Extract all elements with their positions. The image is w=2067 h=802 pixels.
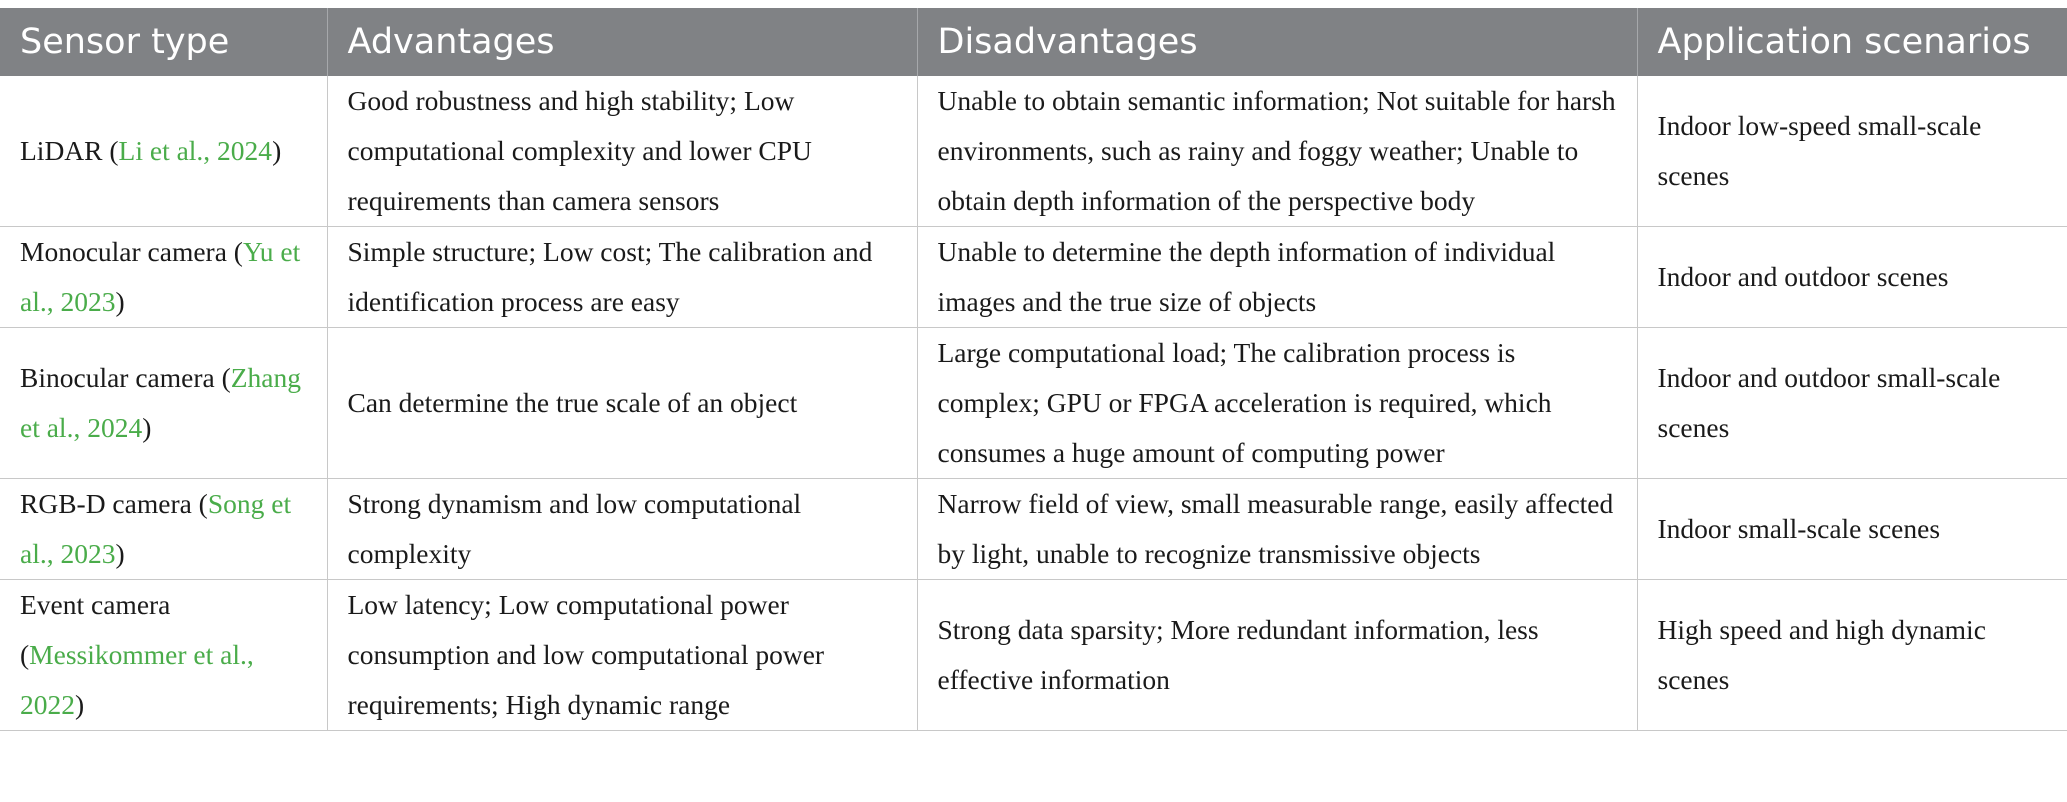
table-row <box>0 227 2067 328</box>
sensor-label: RGB-D camera ( <box>20 488 208 519</box>
sensor-cell <box>0 227 327 328</box>
citation-link[interactable]: Song et al., 2023 <box>20 488 292 569</box>
sensor-label: Event camera ( <box>20 589 171 670</box>
disadvantages-cell: Narrow field of view, small measurable range, easily affected by light, unable to recognize transmissive objects <box>917 479 1637 580</box>
citation-link[interactable]: Yu et al., 2023 <box>20 236 301 317</box>
sensor-cell <box>0 76 327 227</box>
scenarios-cell: Indoor and outdoor small-scale scenes <box>1637 328 2067 479</box>
header-disadvantages: Disadvantages <box>917 8 1637 76</box>
scenarios-cell: Indoor small-scale scenes <box>1637 479 2067 580</box>
sensor-cell <box>0 580 327 731</box>
scenarios-cell: Indoor low-speed small-scale scenes <box>1637 76 2067 227</box>
sensor-label-end: ) <box>142 412 152 443</box>
scenarios-cell: High speed and high dynamic scenes <box>1637 580 2067 731</box>
advantages-cell: Strong dynamism and low computational complexity <box>327 479 917 580</box>
disadvantages-cell: Unable to obtain semantic information; Not suitable for harsh environments, such as rainy and foggy weather; Unable to obtain depth information of the perspective body <box>917 76 1637 227</box>
citation-link[interactable]: Messikommer et al., 2022 <box>20 639 254 720</box>
advantages-cell: Can determine the true scale of an object <box>327 328 917 479</box>
sensor-label-end: ) <box>115 286 125 317</box>
advantages-cell: Good robustness and high stability; Low computational complexity and lower CPU requirements than camera sensors <box>327 76 917 227</box>
header-advantages: Advantages <box>327 8 917 76</box>
sensor-label: Binocular camera ( <box>20 362 231 393</box>
header-row <box>0 8 2067 76</box>
sensor-label-end: ) <box>272 135 282 166</box>
sensor-label: Monocular camera ( <box>20 236 243 267</box>
header-sensor-type: Sensor type <box>0 8 327 76</box>
advantages-cell: Simple structure; Low cost; The calibration and identification process are easy <box>327 227 917 328</box>
disadvantages-cell: Strong data sparsity; More redundant information, less effective information <box>917 580 1637 731</box>
sensor-cell <box>0 328 327 479</box>
table-row <box>0 479 2067 580</box>
table-row <box>0 328 2067 479</box>
sensor-label: LiDAR ( <box>20 135 119 166</box>
disadvantages-cell: Large computational load; The calibration process is complex; GPU or FPGA acceleration is required, which consumes a huge amount of computing power <box>917 328 1637 479</box>
table-row <box>0 76 2067 227</box>
disadvantages-cell: Unable to determine the depth information of individual images and the true size of objects <box>917 227 1637 328</box>
sensor-label-end: ) <box>75 689 85 720</box>
table-row <box>0 580 2067 731</box>
citation-link[interactable]: Zhang et al., 2024 <box>20 362 301 443</box>
citation-link[interactable]: Li et al., 2024 <box>118 135 273 166</box>
header-application-scenarios: Application scenarios <box>1637 8 2067 76</box>
scenarios-cell: Indoor and outdoor scenes <box>1637 227 2067 328</box>
sensor-cell <box>0 479 327 580</box>
sensor-comparison-table <box>0 8 2067 731</box>
advantages-cell: Low latency; Low computational power consumption and low computational power requirements; High dynamic range <box>327 580 917 731</box>
sensor-label-end: ) <box>115 538 125 569</box>
